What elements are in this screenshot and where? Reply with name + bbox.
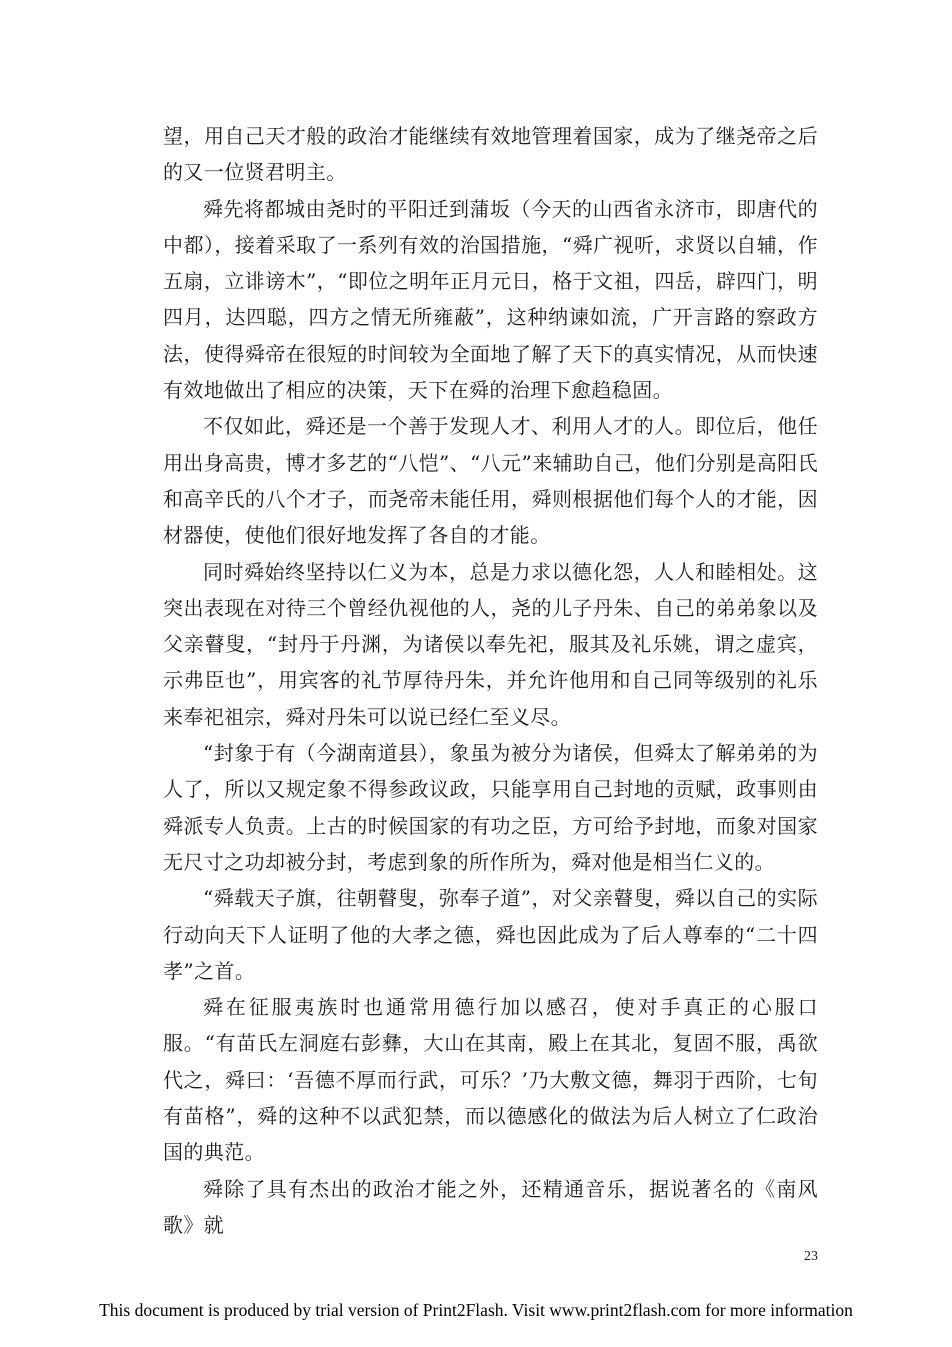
paragraph: 舜先将都城由尧时的平阳迁到蒲坂（今天的山西省永济市，即唐代的中都），接着采取了一系列有效的治国措施，“舜广视听，求贤以自辅，作五扇，立诽谤木”，“即位之明年正月元日，格于文祖，四岳，辟四门，明四月，达四聪，四方之情无所雍蔽”，这种纳谏如流，广开言路的察政方法，使得舜帝在很短的时间较为全面地了解了天下的真实情况，从而快速有效地做出了相应的决策，天下在舜的治理下愈趋稳固。 [163,196,818,403]
paragraph: “舜载天子旗，往朝瞽叟，弥奉子道”，对父亲瞽叟，舜以自己的实际行动向天下人证明了他的大孝之德，舜也因此成为了后人尊奉的“二十四孝”之首。 [163,886,818,983]
trial-version-notice: This document is produced by trial version of Print2Flash. Visit www.print2flash.com for more information [99,1300,853,1320]
paragraph: 望，用自己天才般的政治才能继续有效地管理着国家，成为了继尧帝之后的又一位贤君明主。 [163,124,818,185]
paragraph: 舜除了具有杰出的政治才能之外，还精通音乐，据说著名的《南风歌》就 [163,1176,818,1237]
body-text [163,118,818,1243]
paragraph: “封象于有（今湖南道县），象虽为被分为诸侯，但舜太了解弟弟的为人了，所以又规定象不得参政议政，只能享用自己封地的贡赋，政事则由舜派专人负责。上古的时候国家的有功之臣，方可给予封地，而象对国家无尺寸之功却被分封，考虑到象的所作所为，舜对他是相当仁义的。 [163,741,818,874]
page-number: 23 [804,1249,818,1264]
paragraph: 不仅如此，舜还是一个善于发现人才、利用人才的人。即位后，他任用出身高贵，博才多艺的“八恺”、“八元”来辅助自己，他们分别是高阳氏和高辛氏的八个才子，而尧帝未能任用，舜则根据他们每个人的才能，因材器使，使他们很好地发挥了各自的才能。 [163,414,818,548]
paragraph: 同时舜始终坚持以仁义为本，总是力求以德化怨，人人和睦相处。这突出表现在对待三个曾经仇视他的人，尧的儿子丹朱、自己的弟弟象以及父亲瞽叟，“封丹于丹渊，为诸侯以奉先祀，服其及礼乐姚，谓之虚宾，示弗臣也”，用宾客的礼节厚待丹朱，并允许他用和自己同等级别的礼乐来奉祀祖宗，舜对丹朱可以说已经仁至义尽。 [163,559,818,729]
paragraph: 舜在征服夷族时也通常用德行加以感召，使对手真正的心服口服。“有苗氏左洞庭右彭彝，大山在其南，殿上在其北，复固不服，禹欲代之，舜曰：‘吾德不厚而行武，可乐？’乃大敷文德，舞羽于西阶，七旬有苗格”，舜的这种不以武犯禁，而以德感化的做法为后人树立了仁政治国的典范。 [163,995,818,1165]
